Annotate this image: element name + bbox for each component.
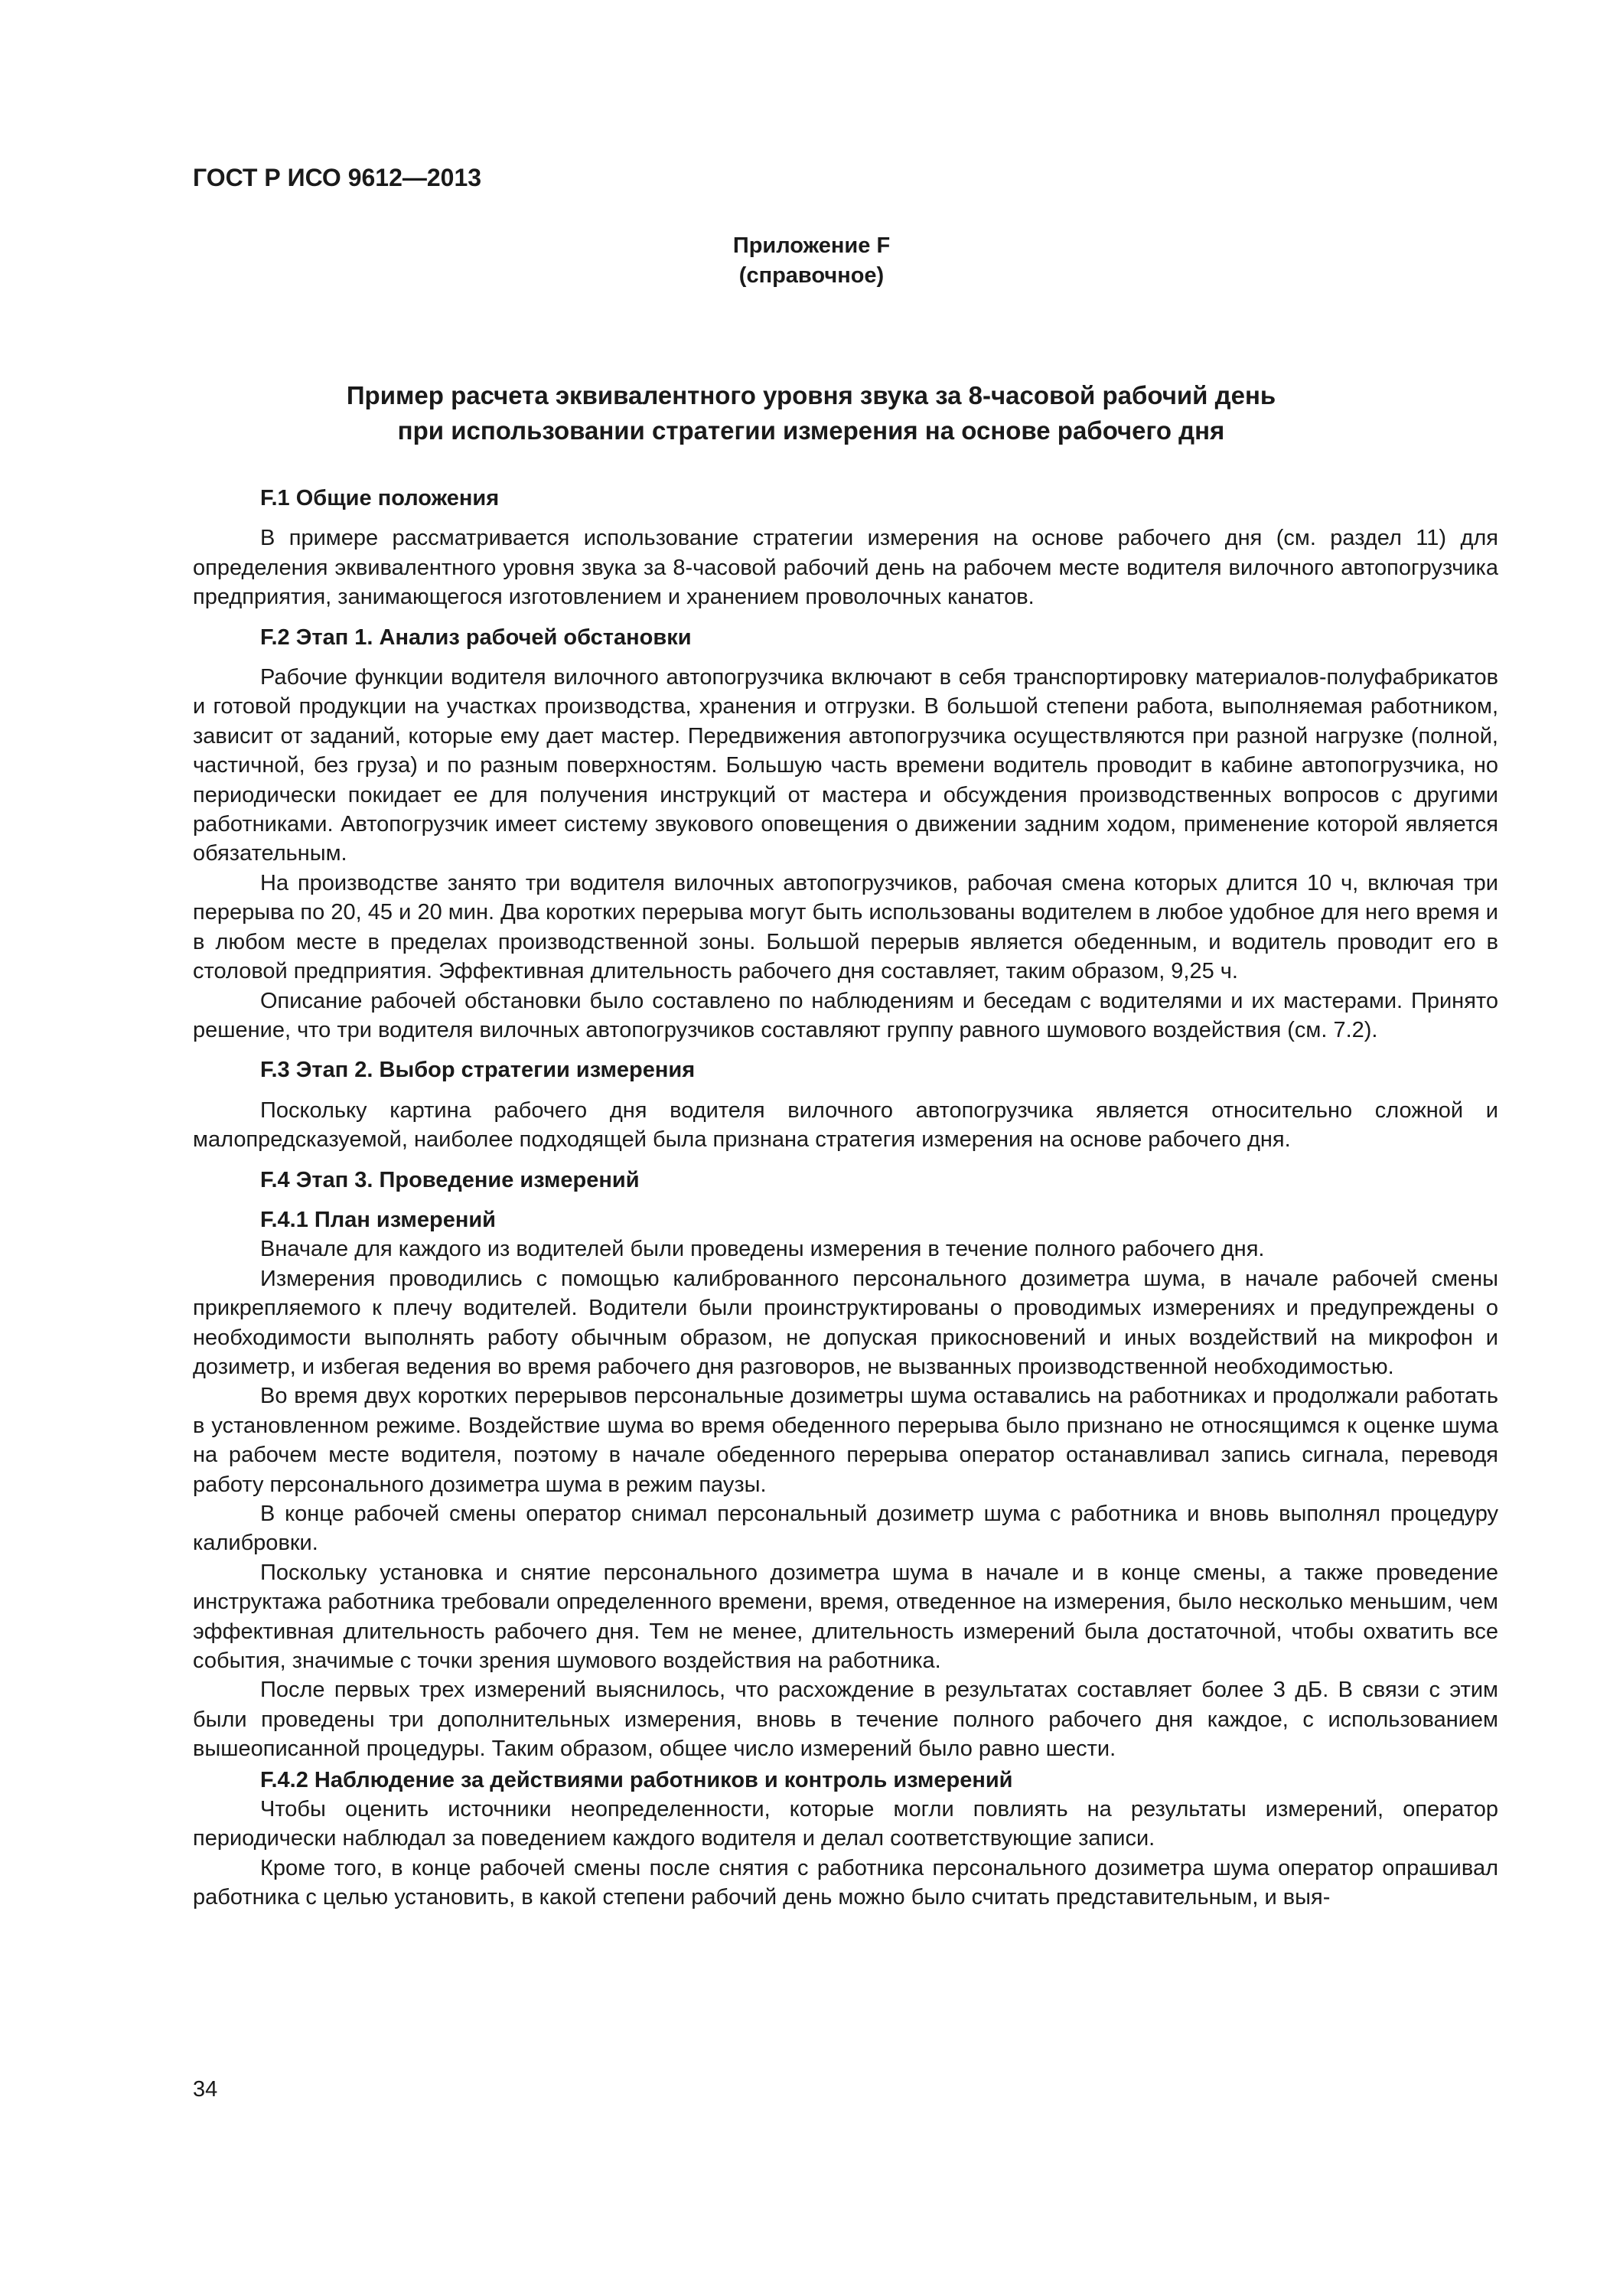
document-code: ГОСТ Р ИСО 9612—2013 bbox=[193, 164, 482, 191]
main-title-line-1: Пример расчета эквивалентного уровня звука за 8-часовой рабочий день bbox=[346, 381, 1276, 409]
paragraph: В конце рабочей смены оператор снимал персональный дозиметр шума с работника и вновь выполнял процедуру калибровки. bbox=[193, 1502, 1498, 1556]
section-heading-f1: F.1 Общие положения bbox=[260, 486, 500, 510]
paragraph: После первых трех измерений выяснилось, что расхождение в результатах составляет более 3 дБ. В связи с этим были проведены три дополнительных измерения, вновь в течение полного рабочего дня каждое, с использованием вышеописанной процедуры. Таким образом, общее число измерений было равно шести. bbox=[193, 1678, 1498, 1762]
appendix-type: (справочное) bbox=[738, 263, 885, 288]
paragraph: На производстве занято три водителя вилочных автопогрузчиков, рабочая смена которых длится 10 ч, включая три перерыва по 20, 45 и 20 мин. Два коротких перерыва могут быть использованы водителем в любое удобное для него время и в любом месте в пределах производственной зоны. Большой перерыв является обеденным, и водитель проводит его в столовой предприятия. Эффективная длительность рабочего дня составляет, таким образом, 9,25 ч. bbox=[193, 870, 1498, 984]
paragraph: Рабочие функции водителя вилочного автопогрузчика включают в себя транспортировку материалов-полуфабрикатов и готовой продукции на участках производства, хранения и отгрузки. В большой степени работа, выполняемая работником, зависит от заданий, которые ему дает мастер. Передвижения автопогрузчика осуществляются при разной нагрузке (полной, частичной, без груза) и по разным поверхностям. Большую часть времени водитель проводит в кабине автопогрузчика, но периодически покидает ее для получения инструкций от мастера и обсуждения производственных вопросов с другими работниками. Автопогрузчик имеет систему звукового оповещения о движении задним ходом, применение которой является обязательным. bbox=[193, 665, 1498, 866]
paragraph: Во время двух коротких перерывов персональные дозиметры шума оставались на работниках и продолжали работать в установленном режиме. Воздействие шума во время обеденного перерыва было признано не относящимся к оценке шума на рабочем месте водителя, поэтому в начале обеденного перерыва оператор останавливал запись сигнала, переводя работу персонального дозиметра шума в режим паузы. bbox=[193, 1384, 1498, 1497]
paragraph: Поскольку картина рабочего дня водителя вилочного автопогрузчика является относительно сложной и малопредсказуемой, наиболее подходящей была признана стратегия измерения на основе рабочего дня. bbox=[193, 1097, 1498, 1153]
subsection-heading-f4-1: F.4.1 План измерений bbox=[260, 1207, 497, 1232]
section-heading-f2: F.2 Этап 1. Анализ рабочей обстановки bbox=[260, 625, 692, 650]
paragraph: Чтобы оценить источники неопределенности, которые могли повлиять на результаты измерений, оператор периодически наблюдал за поведением каждого водителя и делал соответствующие записи. bbox=[193, 1797, 1498, 1851]
main-title bbox=[230, 378, 1393, 448]
appendix-heading bbox=[0, 231, 1623, 291]
subsection-heading-f4-2: F.4.2 Наблюдение за действиями работников и контроль измерений bbox=[260, 1767, 1013, 1792]
paragraph: В примере рассматривается использование стратегии измерения на основе рабочего дня (см. раздел 11) для определения эквивалентного уровня звука за 8-часовой рабочий день на рабочем месте водителя вилочного автопогрузчика предприятия, занимающегося изготовлением и хранением проволочных канатов. bbox=[193, 526, 1498, 610]
paragraph: Описание рабочей обстановки было составлено по наблюдениям и беседам с водителями и их мастерами. Принято решение, что три водителя вилочных автопогрузчиков составляют группу равного шумового воздействия (см. 7.2). bbox=[193, 988, 1498, 1042]
paragraph: Кроме того, в конце рабочей смены после снятия с работника персонального дозиметра шума оператор опрашивал работника с целью установить, в какой степени рабочий день можно было считать представительным, и выя- bbox=[193, 1855, 1498, 1910]
appendix-label: Приложение F bbox=[732, 233, 891, 258]
paragraph: Измерения проводились с помощью калиброванного персонального дозиметра шума, в начале рабочей смены прикрепляемого к плечу водителей. Водители были проинструктированы о проводимых измерениях и предупреждены о необходимости выполнять работу обычным образом, не допуская прикосновений и иных воздействий на микрофон и дозиметр, и избегая ведения во время рабочего дня разговоров, не вызванных производственной необходимостью. bbox=[193, 1266, 1498, 1379]
page-number: 34 bbox=[193, 2077, 218, 2102]
paragraph: Поскольку установка и снятие персонального дозиметра шума в начале и в конце смены, а также проведение инструктажа работника требовали определенного времени, время, отведенное на измерения, было несколько меньшим, чем эффективная длительность рабочего дня. Тем не менее, длительность измерений была достаточной, чтобы охватить все события, значимые с точки зрения шумового воздействия на работника. bbox=[193, 1560, 1498, 1674]
section-heading-f3: F.3 Этап 2. Выбор стратегии измерения bbox=[260, 1058, 696, 1083]
document-body bbox=[193, 484, 1498, 1913]
section-heading-f4: F.4 Этап 3. Проведение измерений bbox=[260, 1167, 640, 1192]
paragraph: Вначале для каждого из водителей были проведены измерения в течение полного рабочего дня. bbox=[260, 1237, 1265, 1262]
main-title-line-2: при использовании стратегии измерения на основе рабочего дня bbox=[397, 416, 1225, 445]
